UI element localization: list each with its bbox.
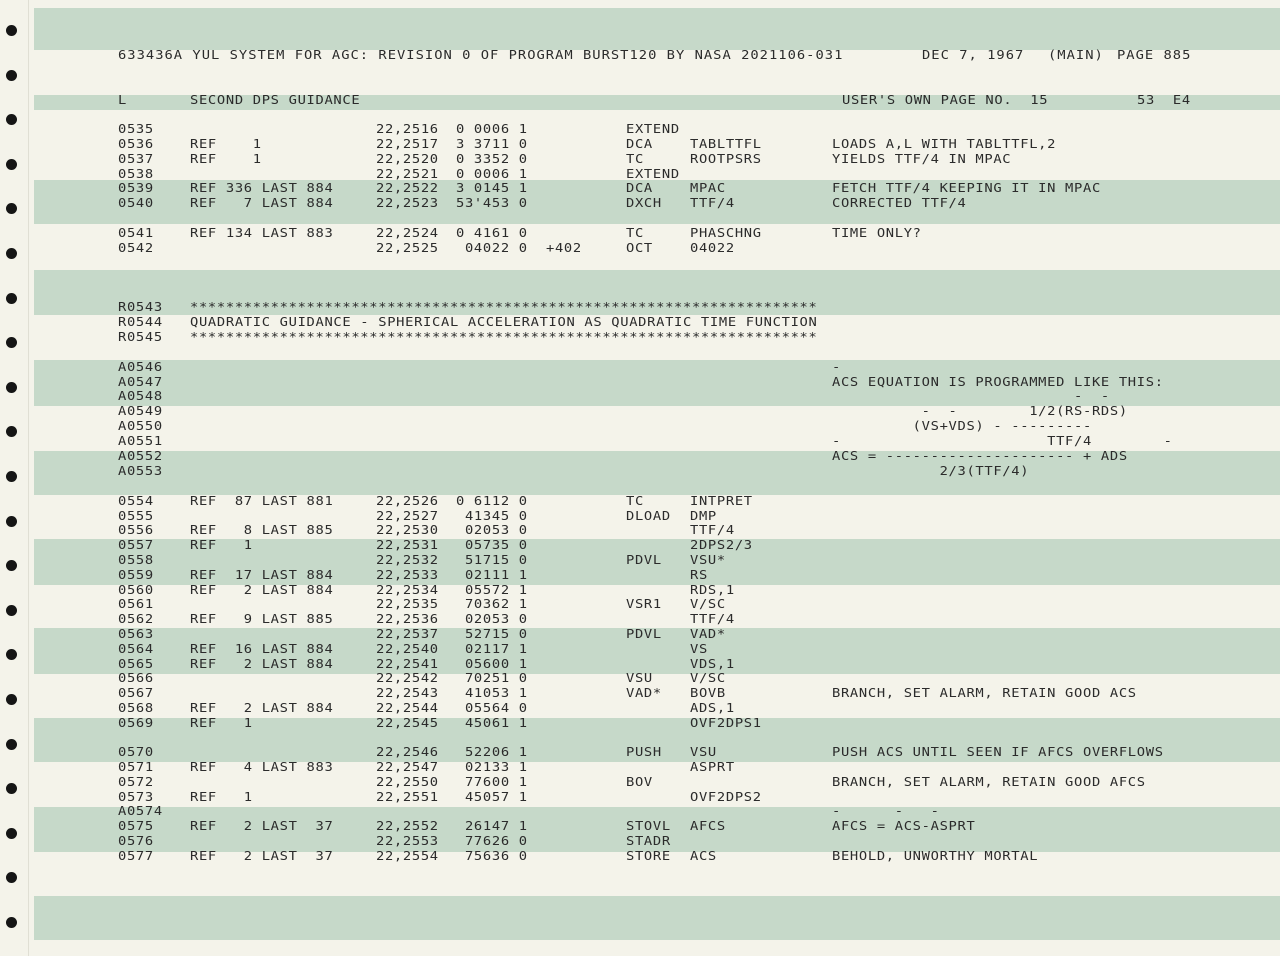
reference: REF 1	[190, 716, 253, 730]
address: 22,2517	[376, 137, 439, 151]
operand: VSU	[690, 745, 717, 759]
line-number: 0560	[118, 583, 154, 597]
line-number: A0546	[118, 360, 163, 374]
extra-value: +402	[546, 241, 582, 255]
line-number: 0541	[118, 226, 154, 240]
line-number: A0552	[118, 449, 163, 463]
address: 22,2540	[376, 642, 439, 656]
address: 22,2545	[376, 716, 439, 730]
line-number: 0539	[118, 181, 154, 195]
operand: RS	[690, 568, 708, 582]
reference: REF 2 LAST 884	[190, 657, 334, 671]
feed-hole	[6, 293, 17, 304]
octal-word: 52206 1	[456, 745, 528, 759]
feed-hole	[6, 917, 17, 928]
comment: - -	[832, 389, 1110, 403]
line-number: R0543	[118, 300, 163, 314]
line-number: 0573	[118, 790, 154, 804]
feed-hole	[6, 471, 17, 482]
operand: TTF/4	[690, 196, 735, 210]
line-number: 0562	[118, 612, 154, 626]
comment: - TTF/4 -	[832, 434, 1173, 448]
operand: OVF2DPS2	[690, 790, 762, 804]
line-number: 0566	[118, 671, 154, 685]
octal-word: 0 3352 0	[456, 152, 528, 166]
feed-hole	[6, 159, 17, 170]
line-number: 0561	[118, 597, 154, 611]
opcode: TC	[626, 226, 644, 240]
feed-hole	[6, 25, 17, 36]
reference: REF 1	[190, 152, 262, 166]
reference: REF 16 LAST 884	[190, 642, 334, 656]
octal-word: 70251 0	[456, 671, 528, 685]
feed-hole	[6, 382, 17, 393]
line-number: 0540	[118, 196, 154, 210]
operand: ADS,1	[690, 701, 735, 715]
comment: -	[832, 360, 841, 374]
feed-hole	[6, 649, 17, 660]
line-number: R0544	[118, 315, 163, 329]
reference: REF 134 LAST 883	[190, 226, 334, 240]
feed-hole	[6, 872, 17, 883]
comment: YIELDS TTF/4 IN MPAC	[832, 152, 1012, 166]
address: 22,2542	[376, 671, 439, 685]
operand: TABLTTFL	[690, 137, 762, 151]
line-number: A0553	[118, 464, 163, 478]
reference: **********************************************************************	[190, 330, 818, 344]
line-number: 0537	[118, 152, 154, 166]
octal-word: 02053 0	[456, 523, 528, 537]
operand: MPAC	[690, 181, 726, 195]
operand: VAD*	[690, 627, 726, 641]
opcode: DCA	[626, 137, 653, 151]
line-number: A0550	[118, 419, 163, 433]
address: 22,2554	[376, 849, 439, 863]
octal-word: 02117 1	[456, 642, 528, 656]
opcode: VSU	[626, 671, 653, 685]
line-number: 0572	[118, 775, 154, 789]
octal-word: 77600 1	[456, 775, 528, 789]
opcode: STADR	[626, 834, 671, 848]
reference: REF 1	[190, 137, 262, 151]
opcode: EXTEND	[626, 122, 680, 136]
operand: BOVB	[690, 686, 726, 700]
operand: INTPRET	[690, 494, 753, 508]
comment: AFCS = ACS-ASPRT	[832, 819, 976, 833]
feed-hole	[6, 605, 17, 616]
reference: REF 2 LAST 884	[190, 701, 334, 715]
reference: REF 87 LAST 881	[190, 494, 334, 508]
address: 22,2544	[376, 701, 439, 715]
operand: VS	[690, 642, 708, 656]
reference: REF 1	[190, 790, 253, 804]
operand: V/SC	[690, 597, 726, 611]
address: 22,2535	[376, 597, 439, 611]
reference: REF 1	[190, 538, 253, 552]
operand: 2DPS2/3	[690, 538, 753, 552]
section-title: SECOND DPS GUIDANCE	[190, 93, 361, 107]
comment: PUSH ACS UNTIL SEEN IF AFCS OVERFLOWS	[832, 745, 1164, 759]
octal-word: 05600 1	[456, 657, 528, 671]
octal-word: 52715 0	[456, 627, 528, 641]
address: 22,2525	[376, 241, 439, 255]
line-number: A0549	[118, 404, 163, 418]
feed-hole	[6, 337, 17, 348]
address: 22,2531	[376, 538, 439, 552]
reference: QUADRATIC GUIDANCE - SPHERICAL ACCELERATION AS QUADRATIC TIME FUNCTION	[190, 315, 818, 329]
reference: REF 8 LAST 885	[190, 523, 334, 537]
comment: CORRECTED TTF/4	[832, 196, 967, 210]
line-number: 0542	[118, 241, 154, 255]
line-number: 0535	[118, 122, 154, 136]
octal-word: 3 3711 0	[456, 137, 528, 151]
green-band	[34, 896, 1280, 940]
octal-word: 05735 0	[456, 538, 528, 552]
address: 22,2523	[376, 196, 439, 210]
address: 22,2536	[376, 612, 439, 626]
address: 22,2547	[376, 760, 439, 774]
opcode: STORE	[626, 849, 671, 863]
opcode: EXTEND	[626, 167, 680, 181]
opcode: PUSH	[626, 745, 662, 759]
line-number: R0545	[118, 330, 163, 344]
operand: V/SC	[690, 671, 726, 685]
octal-word: 04022 0	[456, 241, 528, 255]
reference: REF 17 LAST 884	[190, 568, 334, 582]
line-number: 0536	[118, 137, 154, 151]
operand: TTF/4	[690, 612, 735, 626]
address: 22,2534	[376, 583, 439, 597]
page-number: PAGE 885	[1117, 48, 1192, 62]
octal-word: 02111 1	[456, 568, 528, 582]
octal-word: 0 0006 1	[456, 167, 528, 181]
address: 22,2526	[376, 494, 439, 508]
address: 22,2522	[376, 181, 439, 195]
octal-word: 51715 0	[456, 553, 528, 567]
operand: AFCS	[690, 819, 726, 833]
print-date: DEC 7, 1967	[922, 48, 1025, 62]
reference: REF 2 LAST 37	[190, 849, 334, 863]
octal-word: 3 0145 1	[456, 181, 528, 195]
octal-word: 45057 1	[456, 790, 528, 804]
octal-word: 0 6112 0	[456, 494, 528, 508]
octal-word: 05572 1	[456, 583, 528, 597]
feed-hole	[6, 426, 17, 437]
operand: RDS,1	[690, 583, 735, 597]
main-label: (MAIN)	[1048, 48, 1104, 62]
line-number: 0555	[118, 509, 154, 523]
opcode: PDVL	[626, 553, 662, 567]
program-header: 633436A YUL SYSTEM FOR AGC: REVISION 0 OF PROGRAM BURST120 BY NASA 2021106-031	[118, 48, 844, 62]
line-number: 0568	[118, 701, 154, 715]
comment: - - -	[832, 804, 940, 818]
opcode: PDVL	[626, 627, 662, 641]
octal-word: 26147 1	[456, 819, 528, 833]
line-number: 0559	[118, 568, 154, 582]
octal-word: 77626 0	[456, 834, 528, 848]
comment: BRANCH, SET ALARM, RETAIN GOOD AFCS	[832, 775, 1146, 789]
comment: ACS = --------------------- + ADS	[832, 449, 1128, 463]
operand: ASPRT	[690, 760, 735, 774]
opcode: STOVL	[626, 819, 671, 833]
octal-word: 41345 0	[456, 509, 528, 523]
line-number: 0558	[118, 553, 154, 567]
comment: BEHOLD, UNWORTHY MORTAL	[832, 849, 1039, 863]
operand: PHASCHNG	[690, 226, 762, 240]
address: 22,2527	[376, 509, 439, 523]
address: 22,2537	[376, 627, 439, 641]
comment: 2/3(TTF/4)	[832, 464, 1030, 478]
feed-hole	[6, 114, 17, 125]
octal-word: 75636 0	[456, 849, 528, 863]
line-number: 0554	[118, 494, 154, 508]
feed-hole	[6, 560, 17, 571]
address: 22,2541	[376, 657, 439, 671]
operand: 04022	[690, 241, 735, 255]
operand: VSU*	[690, 553, 726, 567]
operand: DMP	[690, 509, 717, 523]
line-number: 0557	[118, 538, 154, 552]
octal-word: 02053 0	[456, 612, 528, 626]
line-number: A0547	[118, 375, 163, 389]
feed-hole	[6, 739, 17, 750]
line-number: A0551	[118, 434, 163, 448]
opcode: OCT	[626, 241, 653, 255]
opcode: VSR1	[626, 597, 662, 611]
line-number: A0548	[118, 389, 163, 403]
reference: REF 2 LAST 37	[190, 819, 334, 833]
feed-hole	[6, 783, 17, 794]
reference: REF 9 LAST 885	[190, 612, 334, 626]
line-number: 0577	[118, 849, 154, 863]
line-number: A0574	[118, 804, 163, 818]
operand: OVF2DPS1	[690, 716, 762, 730]
line-number: 0571	[118, 760, 154, 774]
address: 22,2533	[376, 568, 439, 582]
reference: REF 7 LAST 884	[190, 196, 334, 210]
octal-word: 53'453 0	[456, 196, 528, 210]
octal-word: 41053 1	[456, 686, 528, 700]
comment: ACS EQUATION IS PROGRAMMED LIKE THIS:	[832, 375, 1164, 389]
comment: FETCH TTF/4 KEEPING IT IN MPAC	[832, 181, 1101, 195]
feed-hole	[6, 203, 17, 214]
line-number: 0569	[118, 716, 154, 730]
address: 22,2553	[376, 834, 439, 848]
comment: LOADS A,L WITH TABLTTFL,2	[832, 137, 1057, 151]
comment: (VS+VDS) - ---------	[832, 419, 1092, 433]
address: 22,2530	[376, 523, 439, 537]
reference: REF 336 LAST 884	[190, 181, 334, 195]
feed-hole	[6, 694, 17, 705]
perforation-line	[28, 0, 29, 956]
column-l-label: L	[118, 93, 127, 107]
operand: VDS,1	[690, 657, 735, 671]
page-code: 53 E4	[1137, 93, 1191, 107]
line-number: 0556	[118, 523, 154, 537]
address: 22,2521	[376, 167, 439, 181]
reference: REF 4 LAST 883	[190, 760, 334, 774]
reference: **********************************************************************	[190, 300, 818, 314]
green-band	[34, 8, 1280, 50]
line-number: 0575	[118, 819, 154, 833]
opcode: DCA	[626, 181, 653, 195]
opcode: DXCH	[626, 196, 662, 210]
feed-hole	[6, 516, 17, 527]
line-number: 0576	[118, 834, 154, 848]
address: 22,2546	[376, 745, 439, 759]
opcode: BOV	[626, 775, 653, 789]
octal-word: 0 0006 1	[456, 122, 528, 136]
address: 22,2520	[376, 152, 439, 166]
opcode: TC	[626, 494, 644, 508]
feed-hole	[6, 70, 17, 81]
users-page-number: USER'S OWN PAGE NO. 15	[842, 93, 1049, 107]
octal-word: 70362 1	[456, 597, 528, 611]
address: 22,2551	[376, 790, 439, 804]
operand: ACS	[690, 849, 717, 863]
address: 22,2524	[376, 226, 439, 240]
line-number: 0564	[118, 642, 154, 656]
opcode: DLOAD	[626, 509, 671, 523]
feed-hole	[6, 828, 17, 839]
comment: BRANCH, SET ALARM, RETAIN GOOD ACS	[832, 686, 1137, 700]
address: 22,2532	[376, 553, 439, 567]
line-number: 0538	[118, 167, 154, 181]
opcode: VAD*	[626, 686, 662, 700]
address: 22,2552	[376, 819, 439, 833]
line-number: 0567	[118, 686, 154, 700]
feed-hole	[6, 248, 17, 259]
comment: - - 1/2(RS-RDS)	[832, 404, 1128, 418]
octal-word: 02133 1	[456, 760, 528, 774]
address: 22,2543	[376, 686, 439, 700]
octal-word: 05564 0	[456, 701, 528, 715]
line-number: 0570	[118, 745, 154, 759]
address: 22,2516	[376, 122, 439, 136]
octal-word: 45061 1	[456, 716, 528, 730]
comment: TIME ONLY?	[832, 226, 922, 240]
reference: REF 2 LAST 884	[190, 583, 334, 597]
operand: ROOTPSRS	[690, 152, 762, 166]
operand: TTF/4	[690, 523, 735, 537]
address: 22,2550	[376, 775, 439, 789]
octal-word: 0 4161 0	[456, 226, 528, 240]
line-number: 0565	[118, 657, 154, 671]
opcode: TC	[626, 152, 644, 166]
line-number: 0563	[118, 627, 154, 641]
